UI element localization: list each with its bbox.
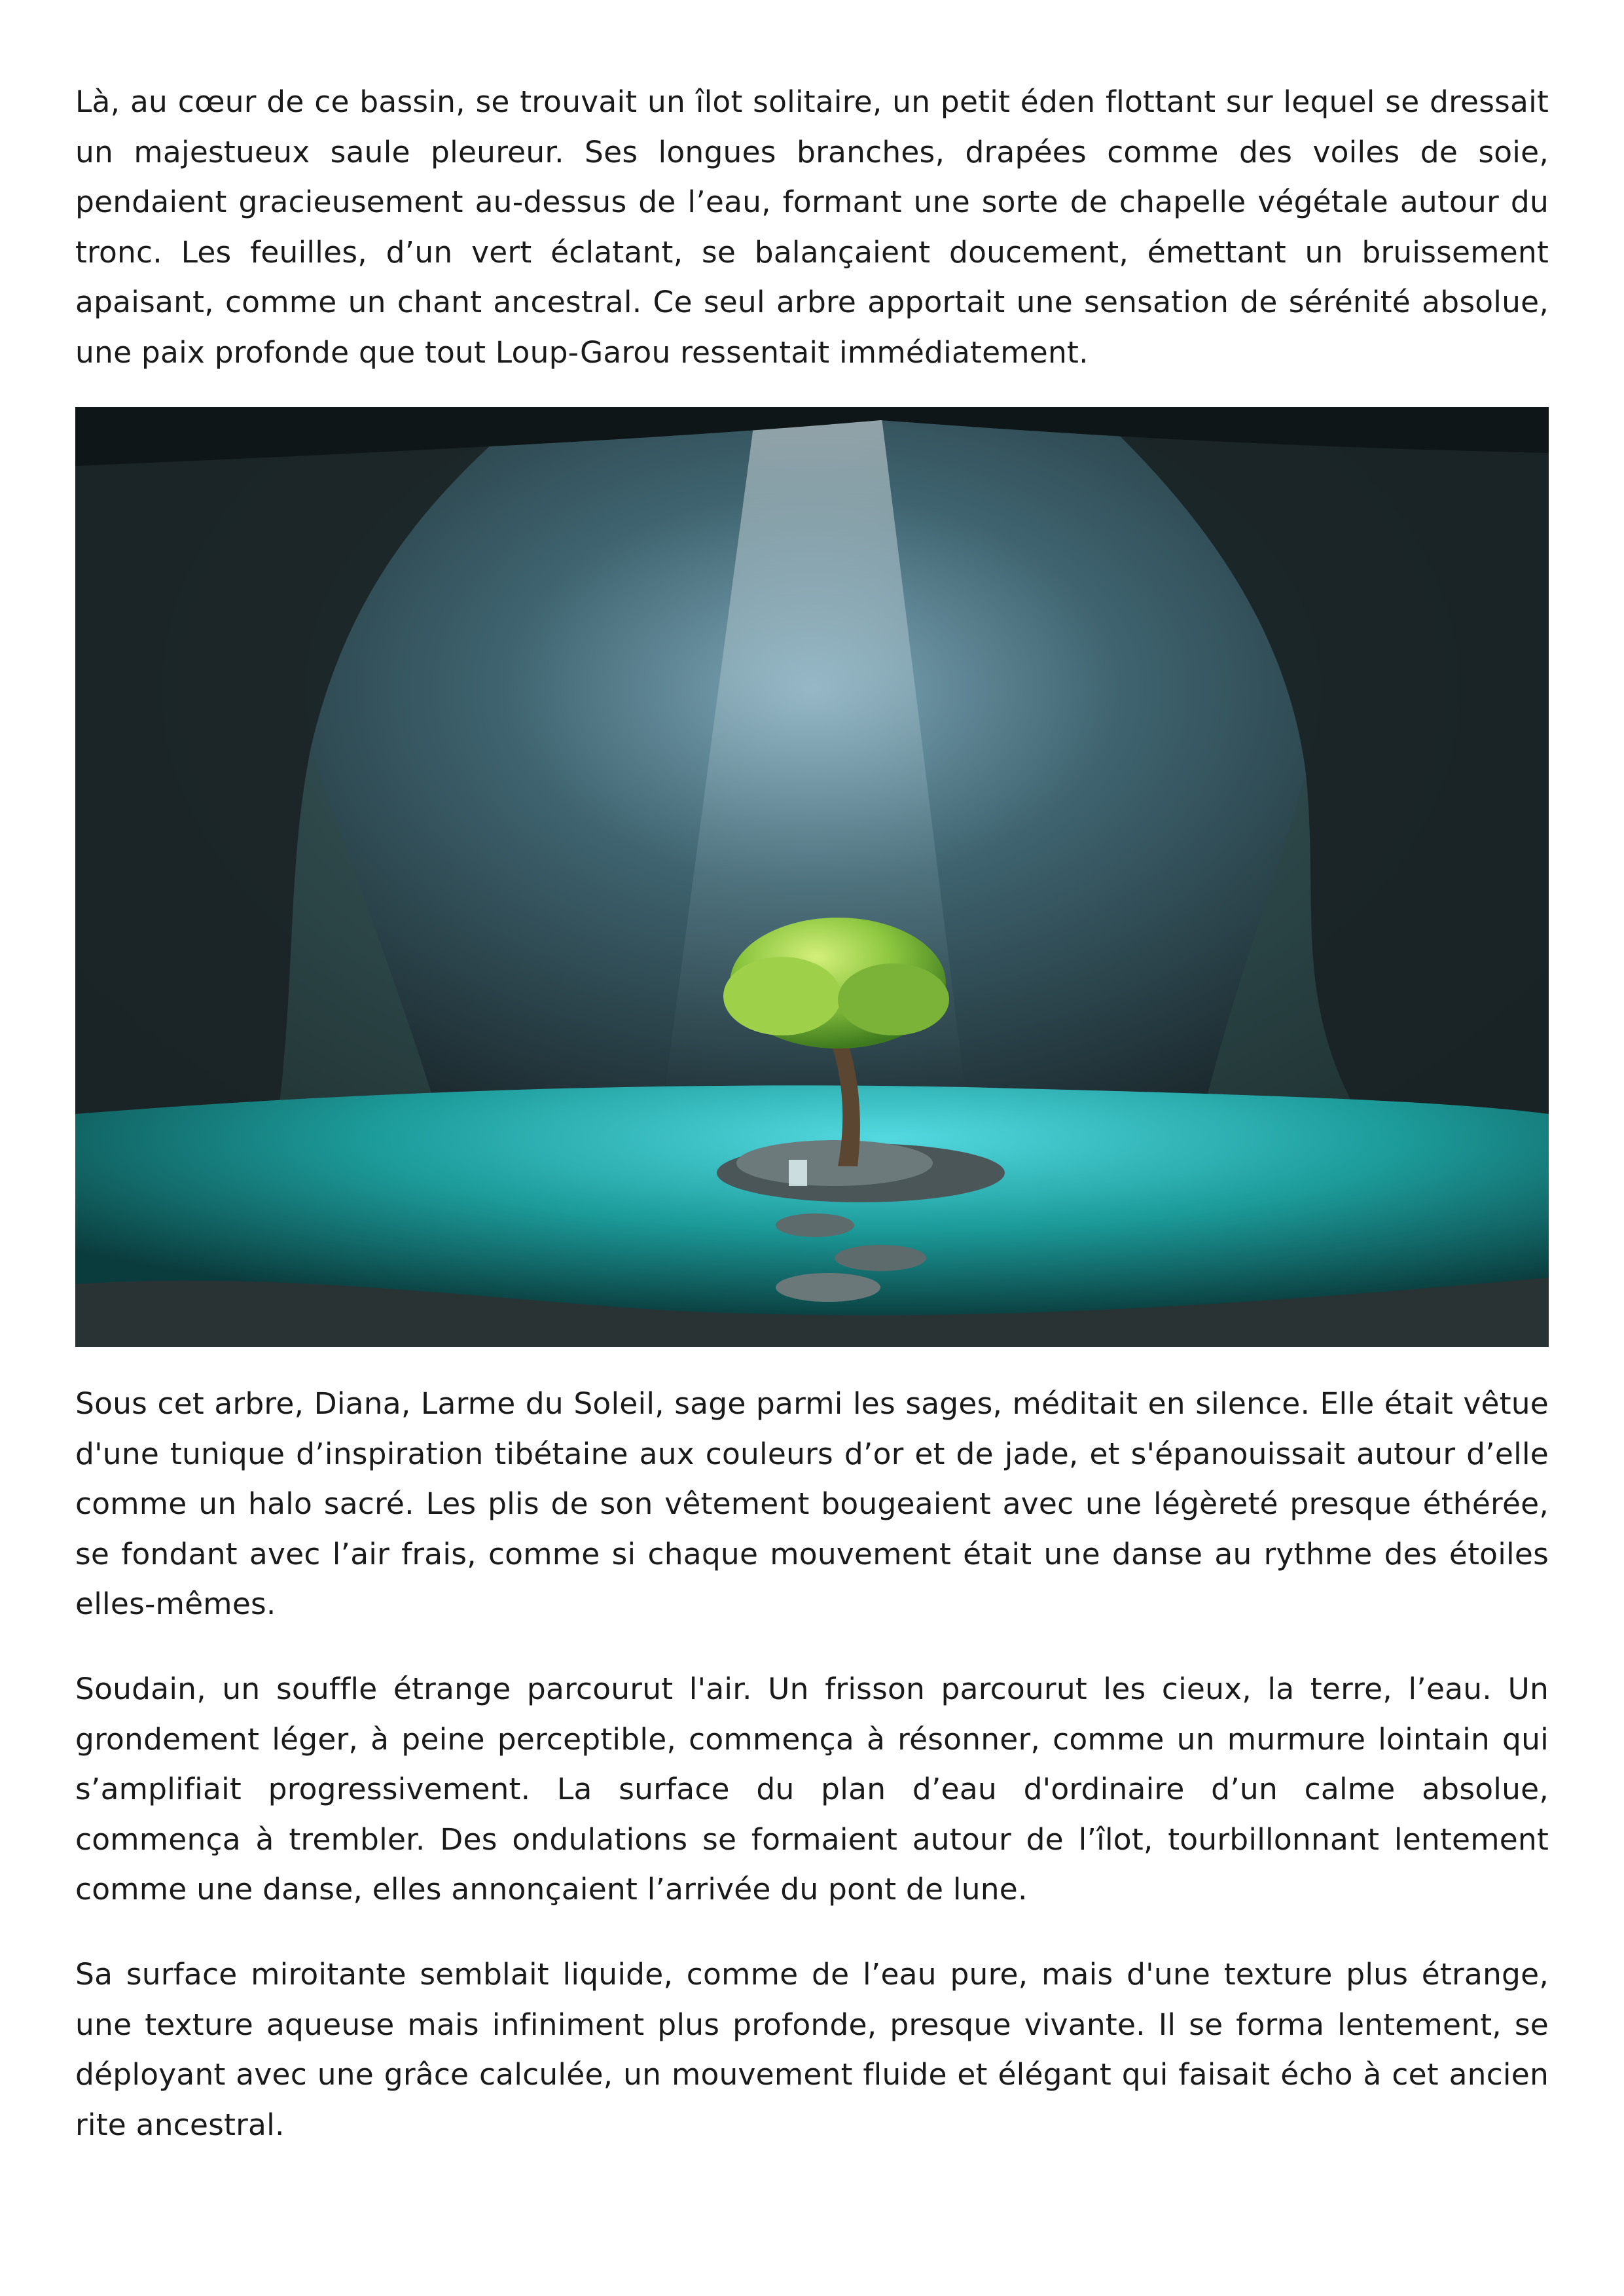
paragraph-2: Sous cet arbre, Diana, Larme du Soleil, sage parmi les sages, méditait en silence. Elle était vêtue d'une tunique d’inspiration tibétaine aux couleurs d’or et de jade, et s'épanouissait autour d’elle comme un halo sacré. Les plis de son vêtement bougeaient avec une légèreté presque éthérée, se fondant avec l’air frais, comme si chaque mouvement était une danse au rythme des étoiles elles-mêmes. bbox=[75, 1386, 1549, 1621]
cave-tree-illustration bbox=[75, 407, 1549, 1347]
paragraph-1: Là, au cœur de ce bassin, se trouvait un îlot solitaire, un petit éden flottant sur lequel se dressait un majestueux saule pleureur. Ses longues branches, drapées comme des voiles de soie, pendaient gracieusement au-dessus de l’eau, formant une sorte de chapelle végétale autour du tronc. Les feuilles, d’un vert éclatant, se balançaient doucement, émettant un bruissement apaisant, comme un chant ancestral. Ce seul arbre apportait une sensation de sérénité absolue, une paix profonde que tout Loup-Garou ressentait immédiatement. bbox=[75, 84, 1549, 370]
cave-scene-image bbox=[75, 407, 1549, 1347]
paragraph-3: Soudain, un souffle étrange parcourut l'air. Un frisson parcourut les cieux, la terre, l’eau. Un grondement léger, à peine perceptible, commença à résonner, comme un murmure lointain qui s’amplifiait progressivement. La surface du plan d’eau d'ordinaire d’un calme absolue, commença à trembler. Des ondulations se formaient autour de l’îlot, tourbillonnant lentement comme une danse, elles annonçaient l’arrivée du pont de lune. bbox=[75, 1672, 1549, 1907]
paragraph-4: Sa surface miroitante semblait liquide, comme de l’eau pure, mais d'une texture plus étrange, une texture aqueuse mais infiniment plus profonde, presque vivante. Il se forma lentement, se déployant avec une grâce calculée, un mouvement fluide et élégant qui faisait écho à cet ancien rite ancestral. bbox=[75, 1957, 1549, 2142]
